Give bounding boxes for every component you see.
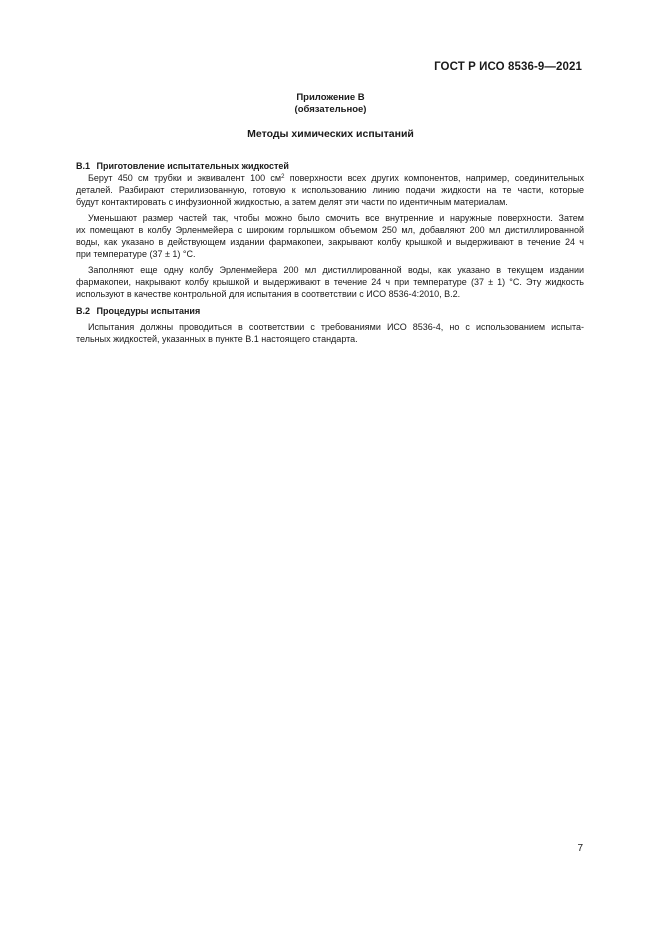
paragraph-line: фармакопеи, накрывают колбу крышкой и выдерживают в течение 24 ч при температуре (37 ± 1) °С. Эту жидкость — [76, 277, 584, 287]
paragraph-line: будут контактировать с инфузионной жидкостью, а затем делят эти части по идентичным материалам. — [76, 197, 508, 207]
section-b2-heading — [76, 305, 584, 317]
section-b1-heading — [76, 160, 584, 172]
paragraph — [76, 321, 584, 345]
paragraph-line: воды, как указано в действующем издании фармакопеи, закрывают колбу крышкой и выдерживают в течение 24 ч — [76, 237, 584, 247]
page-number: 7 — [577, 843, 583, 854]
section-b2 — [76, 305, 584, 345]
paragraph-line: Заполняют еще одну колбу Эрленмейера 200 мл дистиллированной воды, как указано в текущем издании — [88, 265, 584, 275]
paragraph-line: тельных жидкостей, указанных в пункте В.1 настоящего стандарта. — [76, 334, 358, 344]
paragraph-line: при температуре (37 ± 1) °С. — [76, 249, 196, 259]
section-b1 — [76, 160, 584, 300]
section-b2-number: В.2 — [76, 306, 91, 316]
standard-code-header: ГОСТ Р ИСО 8536-9—2021 — [434, 61, 582, 73]
paragraph — [76, 212, 584, 260]
annex-status: (обязательное) — [294, 104, 367, 115]
paragraph-line: Уменьшают размер частей так, чтобы можно было смочить все внутренние и наружные поверхности. Затем — [88, 213, 584, 223]
section-b2-title: Процедуры испытания — [96, 306, 201, 316]
section-title: Методы химических испытаний — [247, 128, 414, 140]
section-b1-number: В.1 — [76, 161, 91, 171]
paragraph-line: Испытания должны проводиться в соответствии с требованиями ИСО 8536-4, но с использованием испыта- — [88, 322, 584, 332]
paragraph-line: их помещают в колбу Эрленмейера с широким горлышком объемом 250 мл, добавляют 200 мл дистиллированной — [76, 225, 584, 235]
paragraph — [76, 172, 584, 208]
paragraph — [76, 264, 584, 300]
paragraph-line: используют в качестве контрольной для испытания в соответствии с ИСО 8536-4:2010, В.2. — [76, 289, 461, 299]
annex-title: Приложение В — [296, 92, 365, 103]
section-b1-title: Приготовление испытательных жидкостей — [96, 161, 289, 171]
paragraph-line: деталей. Разбирают стерилизованную, готовую к использованию линию подачи жидкости на те части, которые — [76, 185, 584, 195]
paragraph-line: Берут 450 см трубки и эквивалент 100 $см^2$ поверхности всех других компонентов, например, соединительных — [88, 173, 584, 183]
